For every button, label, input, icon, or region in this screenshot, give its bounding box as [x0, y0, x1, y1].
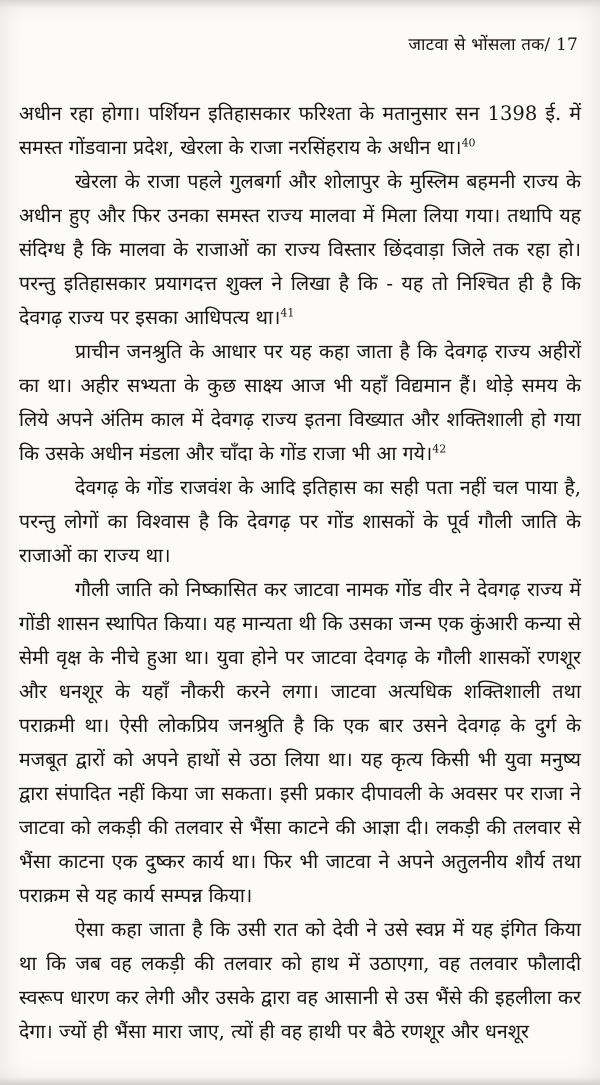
footnote-reference: 42 — [432, 442, 447, 456]
footnote-reference: 40 — [461, 136, 476, 150]
paragraph-text: देवगढ़ के गोंड राजवंश के आदि इतिहास का सही पता नहीं चल पाया है, परन्तु लोगों का विश्वास है कि देवगढ़ पर गोंड शासकों के पूर्व गौली जाति के राजाओं का राज्य था। — [19, 476, 581, 567]
paragraph-text: अधीन रहा होगा। पर्शियन इतिहासकार फरिश्ता के मतानुसार सन 1398 ई. में समस्त गोंडवाना प्रदेश, खेरला के राजा नरसिंहराय के अधीन था। — [19, 102, 581, 159]
paragraph-text: खेरला के राजा पहले गुलबर्गा और शोलापुर के मुस्लिम बहमनी राज्य के अधीन हुए और फिर उनका समस्त राज्य मालवा में मिला लिया गया। तथापि यह संदिग्ध है कि मालवा के राजाओं का राज्य विस्तार छिंदवाड़ा जिले तक रहा हो। परन्तु इतिहासकार प्रयागदत्त शुक्ल ने लिखा है कि - यह तो निश्चित ही है कि देवगढ़ राज्य पर इसका आधिपत्य था। — [19, 170, 581, 329]
paragraph-6 — [19, 913, 581, 1049]
paragraph-text: गौली जाति को निष्कासित कर जाटवा नामक गोंड वीर ने देवगढ़ राज्य में गोंडी शासन स्थापित किया। यह मान्यता थी कि उसका जन्म एक कुंआरी कन्या से सेमी वृक्ष के नीचे हुआ था। युवा होने पर जाटवा देवगढ़ के गौली शासकों रणशूर और धनशूर के यहाँ नौकरी करने लगा। जाटवा अत्यधिक शक्तिशाली तथा पराक्रमी था। ऐसी लोकप्रिय जनश्रुति है कि एक बार उसने देवगढ़ के दुर्ग के मजबूत द्वारों को अपने हाथों से उठा लिया था। यह कृत्य किसी भी युवा मनुष्य द्वारा संपादित नहीं किया जा सकता। इसी प्रकार दीपावली के अवसर पर राजा ने जाटवा को लकड़ी की तलवार से भैंसा काटने की आज्ञा दी। लकड़ी की तलवार से भैंसा काटना एक दुष्कर कार्य था। फिर भी जाटवा ने अपने अतुलनीय शौर्य तथा पराक्रम से यह कार्य सम्पन्न किया। — [19, 578, 581, 907]
paragraph-1 — [19, 97, 581, 165]
page-body — [0, 55, 600, 1049]
paragraph-text: ऐसा कहा जाता है कि उसी रात को देवी ने उसे स्वप्न में यह इंगित किया था कि जब वह लकड़ी की तलवार को हाथ में उठाएगा, वह तलवार फौलादी स्वरूप धारण कर लेगी और उसके द्वारा वह आसानी से उस भैंसे की इहलीला कर देगा। ज्यों ही भैंसा मारा जाए, त्यों ही वह हाथी पर बैठे रणशूर और धनशूर — [19, 918, 581, 1043]
paragraph-5 — [19, 573, 581, 913]
running-header — [0, 0, 600, 55]
paragraph-2 — [19, 165, 581, 335]
paragraph-3 — [19, 335, 581, 471]
footnote-reference: 41 — [280, 306, 295, 320]
paragraph-text: प्राचीन जनश्रुति के आधार पर यह कहा जाता है कि देवगढ़ राज्य अहीरों का था। अहीर सभ्यता के कुछ साक्ष्य आज भी यहाँ विद्यमान हैं। थोड़े समय के लिये अपने अंतिम काल में देवगढ़ राज्य इतना विख्यात और शक्तिशाली हो गया कि उसके अधीन मंडला और चाँदा के गोंड राजा भी आ गये। — [19, 340, 581, 465]
running-title: जाटवा से भोंसला तक/ 17 — [408, 35, 578, 55]
paragraph-4 — [19, 471, 581, 573]
